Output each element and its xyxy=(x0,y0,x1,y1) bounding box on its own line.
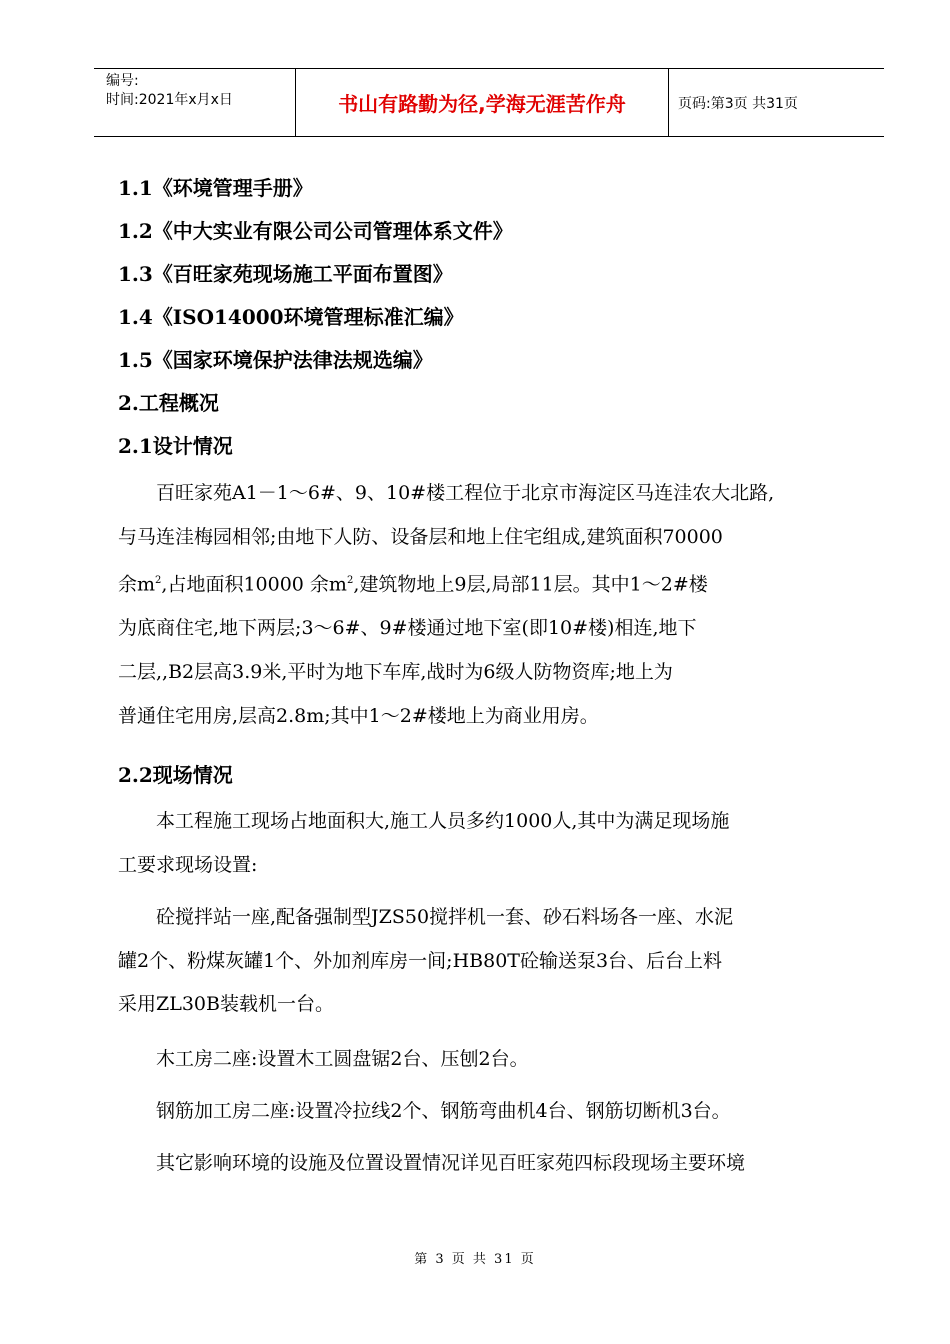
header-top-border xyxy=(94,68,884,69)
superscript-2: 2 xyxy=(346,575,354,587)
site-paragraph-2: 砼搅拌站一座,配备强制型JZS50搅拌机一套、砂石料场各一座、水泥 罐2个、粉煤灰罐1个、外加剂库房一间;HB80T砼输送泵3台、后台上料 采用ZL30B装载机一台。 xyxy=(118,906,734,1016)
header-meta xyxy=(106,72,233,110)
superscript-2: 2 xyxy=(155,575,162,587)
site-paragraph-4: 钢筋加工房二座:设置冷拉线2个、钢筋弯曲机4台、钢筋切断机3台。 xyxy=(156,1100,731,1122)
header-number-label: 编号: xyxy=(106,73,139,89)
header-time-label: 时间:2021年x月x日 xyxy=(106,92,233,108)
header-bottom-border xyxy=(94,136,884,137)
heading-1-1: 1.1《环境管理手册》 xyxy=(118,176,313,200)
site-paragraph-5: 其它影响环境的设施及位置设置情况详见百旺家苑四标段现场主要环境 xyxy=(156,1152,746,1174)
heading-2-2: 2.2现场情况 xyxy=(118,763,233,787)
design-line: 余$m^2$,占地面积10000 余$m^2$,建筑物地上9层,局部11层。其中1～2#楼 xyxy=(118,573,708,596)
header-motto: 书山有路勤为径,学海无涯苦作舟 xyxy=(338,92,626,116)
design-paragraph xyxy=(118,472,858,739)
heading-2: 2.工程概况 xyxy=(118,391,219,415)
heading-2-1: 2.1设计情况 xyxy=(118,434,233,458)
site-paragraph-1: 本工程施工现场占地面积大,施工人员多约1000人,其中为满足现场施 工要求现场设置: xyxy=(118,810,730,876)
heading-1-4: 1.4《ISO14000环境管理标准汇编》 xyxy=(118,305,464,329)
site-paragraph-3: 木工房二座:设置木工圆盘锯2台、压刨2台。 xyxy=(156,1048,529,1070)
design-line: 百旺家苑A1－1～6#、9、10#楼工程位于北京市海淀区马连洼农大北路, xyxy=(156,482,775,504)
header-divider-right xyxy=(668,68,669,136)
heading-1-5: 1.5《国家环境保护法律法规选编》 xyxy=(118,348,433,372)
design-line: 与马连洼梅园相邻;由地下人防、设备层和地上住宅组成,建筑面积70000 xyxy=(118,525,723,548)
header-page-info: 页码:第3页 共31页 xyxy=(678,96,798,112)
page-footer: 第 3 页 共 31 页 xyxy=(414,1252,536,1267)
heading-1-3: 1.3《百旺家苑现场施工平面布置图》 xyxy=(118,262,453,286)
design-line: 二层,,B2层高3.9米,平时为地下车库,战时为6级人防物资库;地上为 xyxy=(118,661,673,684)
design-line: 普通住宅用房,层高2.8m;其中1～2#楼地上为商业用房。 xyxy=(118,704,599,727)
design-line: 为底商住宅,地下两层;3～6#、9#楼通过地下室(即10#楼)相连,地下 xyxy=(118,617,697,640)
heading-1-2: 1.2《中大实业有限公司公司管理体系文件》 xyxy=(118,219,513,243)
